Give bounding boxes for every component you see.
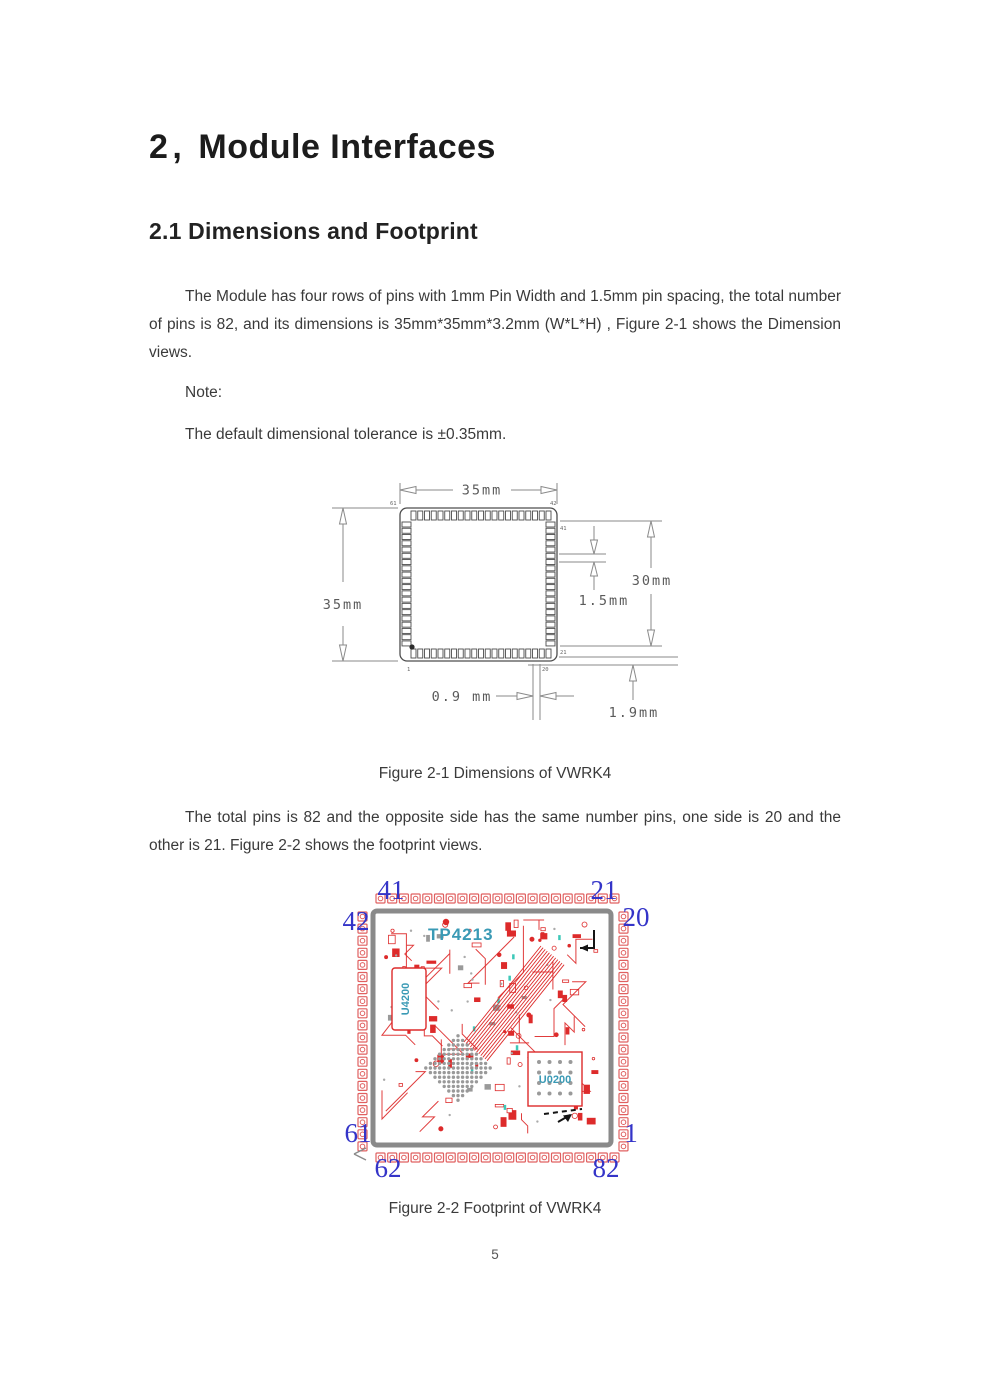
section-heading: 2.1 Dimensions and Footprint [149, 218, 478, 244]
footprint-components [392, 919, 594, 1122]
title-text: Module Interfaces [198, 128, 496, 166]
footprint-pin-41: 41 [377, 875, 405, 905]
dim-label-pin-pitch: 1.5mm [578, 593, 630, 609]
title-number: 2 [149, 128, 169, 166]
footprint-pin-82: 82 [592, 1153, 620, 1183]
footprint-pin-1: 1 [624, 1118, 638, 1148]
note-text: The default dimensional tolerance is ±0.35mm. [185, 426, 507, 443]
dim-mark-bottom-right: 20 [542, 667, 549, 673]
paragraph-footprint: The total pins is 82 and the opposite side has the same number pins, one side is 20 and the other is 21. Figure 2-2 shows the footprint views. [149, 809, 841, 854]
page-title [149, 128, 496, 167]
figure1-caption: Figure 2-1 Dimensions of VWRK4 [378, 765, 612, 782]
note-label: Note: [185, 384, 223, 401]
silkscreen-label-u0200: U0200 [538, 1074, 572, 1086]
footprint-pin-62: 62 [374, 1153, 402, 1183]
footprint-pin-21: 21 [590, 875, 618, 905]
footprint-pin-42: 42 [342, 906, 370, 936]
figure-footprint-drawing [336, 872, 650, 1188]
footprint-pin-20: 20 [622, 902, 650, 932]
dim-mark-right-top: 41 [560, 526, 567, 532]
pin1-marker-dot [409, 644, 414, 649]
dim-label-pad-offset: 1.9mm [608, 705, 660, 721]
dim-label-pin-span: 30mm [631, 573, 673, 589]
dim-mark-top-left: 61 [390, 501, 397, 507]
dim-label-pad-width: 0.9 mm [431, 689, 493, 705]
title-separator: , [172, 128, 183, 166]
silkscreen-label-u4200: U4200 [400, 982, 412, 1016]
dim-label-height-left: 35mm [322, 597, 364, 613]
dim-label-width-top: 35mm [461, 482, 503, 499]
dim-mark-top-right: 42 [550, 501, 557, 507]
dim-mark-right-bottom: 21 [560, 650, 567, 656]
paragraph-dimensions: The Module has four rows of pins with 1mm Pin Width and 1.5mm pin spacing, the total number of pins is 82, and its dimensions is 35mm*35mm*3.2mm (W*L*H) , Figure 2-1 shows the Dimension views. [149, 288, 841, 361]
figure2-caption: Figure 2-2 Footprint of VWRK4 [388, 1200, 602, 1217]
chip-body-outline [400, 508, 557, 661]
silkscreen-label-tp4213: TP4213 [428, 925, 494, 944]
page-number: 5 [491, 1247, 499, 1262]
figure-dimension-drawing [310, 468, 710, 740]
dim-mark-bottom-left: 1 [407, 667, 411, 673]
footprint-pin-61: 61 [344, 1118, 372, 1148]
